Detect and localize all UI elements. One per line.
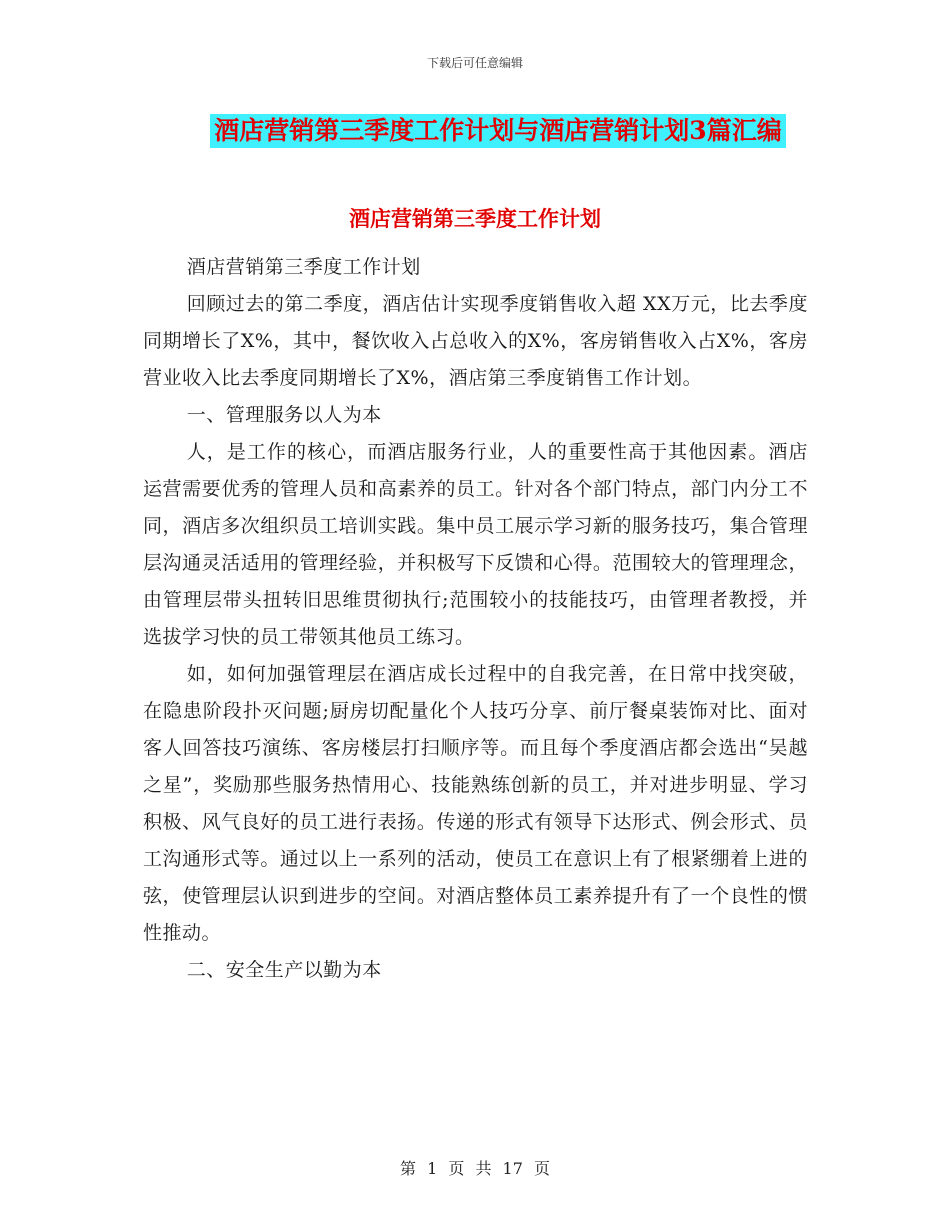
page-footer: 第 1 页 共 17 页 bbox=[400, 1159, 550, 1178]
main-title-text: 酒店营销第三季度工作计划与酒店营销计划3篇汇编 bbox=[210, 114, 785, 148]
section-title: 酒店营销第三季度工作计划 bbox=[349, 206, 601, 231]
paragraph: 如，如何加强管理层在酒店成长过程中的自我完善，在日常中找突破，在隐患阶段扑灭问题;厨房切配量化个人技巧分享、前厅餐桌装饰对比、面对客人回答技巧演练、客房楼层打扫顺序等。而且每个季度酒店都会选出“吴越之星”，奖励那些服务热情用心、技能熟练创新的员工，并对进步明显、学习积极、风气良好的员工进行表扬。传递的形式有领导下达形式、例会形式、员工沟通形式等。通过以上一系列的活动，使员工在意识上有了根紧绷着上进的弦，使管理层认识到进步的空间。对酒店整体员工素养提升有了一个良性的惯性推动。 bbox=[143, 663, 808, 944]
document-body bbox=[143, 249, 808, 989]
paragraph: 人，是工作的核心，而酒店服务行业，人的重要性高于其他因素。酒店运营需要优秀的管理人员和高素养的员工。针对各个部门特点，部门内分工不同，酒店多次组织员工培训实践。集中员工展示学习新的服务技巧，集合管理层沟通灵活适用的管理经验，并积极写下反馈和心得。范围较大的管理理念，由管理层带头扭转旧思维贯彻执行;范围较小的技能技巧，由管理者教授，并选拔学习快的员工带领其他员工练习。 bbox=[143, 441, 808, 648]
document-main-title bbox=[0, 114, 950, 148]
header-note: 下载后可任意编辑 bbox=[426, 56, 523, 70]
paragraph-heading: 二、安全生产以勤为本 bbox=[186, 959, 382, 981]
paragraph-heading: 一、管理服务以人为本 bbox=[186, 404, 382, 426]
paragraph: 酒店营销第三季度工作计划 bbox=[186, 256, 421, 278]
paragraph: 回顾过去的第二季度，酒店估计实现季度销售收入超 XX万元，比去季度同期增长了X%，其中，餐饮收入占总收入的X%，客房销售收入占X%，客房营业收入比去季度同期增长了X%，酒店第三季度销售工作计划。 bbox=[143, 293, 808, 389]
